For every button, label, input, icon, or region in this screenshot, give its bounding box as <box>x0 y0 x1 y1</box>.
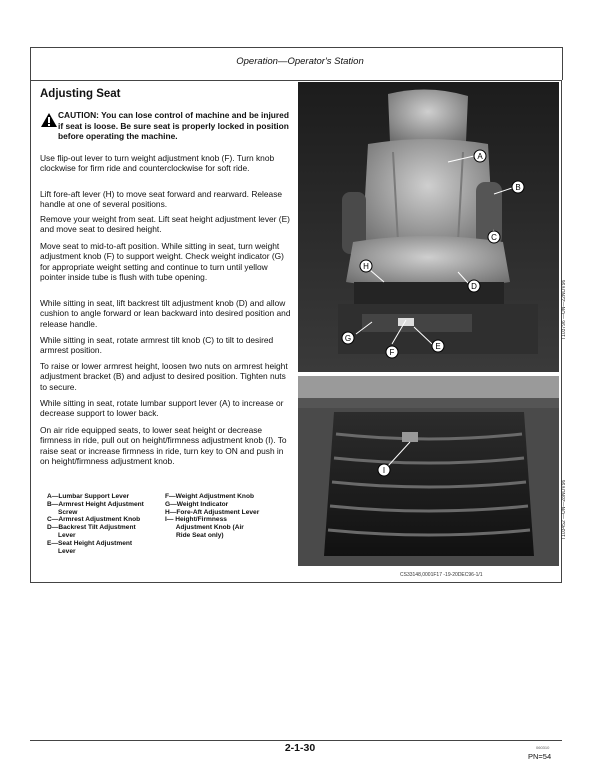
svg-text:A: A <box>477 152 483 161</box>
legend-item-i: I— Height/Firmness Adjustment Knob (Air Ride Seat only) <box>165 516 244 539</box>
paragraph-3: Remove your weight from seat. Lift seat height adjustment lever (E) and move seat to desired height. <box>40 214 290 235</box>
seat-illustration <box>298 82 559 372</box>
svg-text:H: H <box>363 262 369 271</box>
seat-photo <box>298 82 559 372</box>
photo1-id: T103796 —UN—22NOV96 <box>561 279 567 340</box>
bellows-illustration <box>298 376 559 566</box>
running-header: Operation—Operator's Station <box>236 56 364 67</box>
legend-item-f: F—Weight Adjustment Knob <box>165 493 255 500</box>
pn-label: PN=54 <box>528 752 552 761</box>
svg-text:C: C <box>491 233 497 242</box>
paragraph-9: On air ride equipped seats, to lower seat height or decrease firmness in ride, pull out on height/firmness adjustment knob (I). To raise seat or increase firmness in ride, turn key to ON and push in on height/firmness adjustment knob. <box>40 425 287 467</box>
svg-text:D: D <box>471 282 477 291</box>
callout-b <box>512 181 524 193</box>
warning-triangle-icon <box>40 112 58 128</box>
legend-item-d: D—Backrest Tilt Adjustment Lever <box>47 524 136 539</box>
callout-d <box>468 280 480 292</box>
page-number: 2-1-30 <box>284 742 316 754</box>
svg-text:G: G <box>344 334 352 343</box>
paragraph-8: While sitting in seat, rotate lumbar support lever (A) to increase or decrease support to lower back. <box>40 398 284 419</box>
svg-text:B: B <box>515 183 521 192</box>
section-title: Adjusting Seat <box>40 88 121 100</box>
callout-f <box>386 346 398 358</box>
paragraph-4: Move seat to mid-to-aft position. While sitting in seat, turn weight adjustment knob (F) to support weight. Check weight indicator (G) for appropriate weight setting and continue to turn until yellow pointer inside tube is flush with tube opening. <box>40 241 284 283</box>
legend-item-a: A—Lumbar Support Lever <box>47 493 130 500</box>
callout-i <box>378 464 390 476</box>
callout-e <box>432 340 444 352</box>
legend-item-h: H—Fore-Aft Adjustment Lever <box>165 508 260 516</box>
svg-text:E: E <box>435 342 441 351</box>
paragraph-6: While sitting in seat, rotate armrest tilt knob (C) to tilt to desired armrest position. <box>40 335 274 356</box>
paragraph-7: To raise or lower armrest height, loosen two nuts on armrest height adjustment bracket (B) and adjust to desired position. Tighten nuts to secure. <box>40 361 288 392</box>
callout-a <box>474 150 486 162</box>
document-reference: CS33148,0001F17 -19-20DEC96-1/1 <box>400 572 483 578</box>
callout-h <box>360 260 372 272</box>
svg-text:I: I <box>382 466 386 475</box>
footer-rule <box>30 740 562 741</box>
callout-c <box>488 231 500 243</box>
caution-block <box>40 110 290 142</box>
legend-item-g: G—Weight Indicator <box>165 500 229 508</box>
paragraph-5: While sitting in seat, lift backrest tilt adjustment knob (D) and allow cushion to angle forward or lean backward into desired position and release handle. <box>40 298 291 329</box>
callout-g <box>342 332 354 344</box>
legend-item-e: E—Seat Height Adjustment Lever <box>47 539 133 555</box>
svg-text:F: F <box>389 348 395 357</box>
caution-text: CAUTION: You can lose control of machine and be injured if seat is loose. Be sure seat is properly locked in position before operating the machine. <box>58 110 289 141</box>
footer-code: 060310 <box>536 745 550 750</box>
header-rule <box>30 47 562 48</box>
legend-item-b: B—Armrest Height Adjustment Screw <box>47 500 144 516</box>
photo2-id: T103452 —UN—28NOV96 <box>561 479 567 540</box>
legend-item-c: C—Armrest Adjustment Knob <box>47 516 141 524</box>
air-ride-photo <box>298 376 559 566</box>
paragraph-2: Lift fore-aft lever (H) to move seat forward and rearward. Release handle at one of several positions. <box>40 189 283 210</box>
paragraph-1: Use flip-out lever to turn weight adjustment knob (F). Turn knob clockwise for firm ride and counterclockwise for soft ride. <box>40 153 275 174</box>
